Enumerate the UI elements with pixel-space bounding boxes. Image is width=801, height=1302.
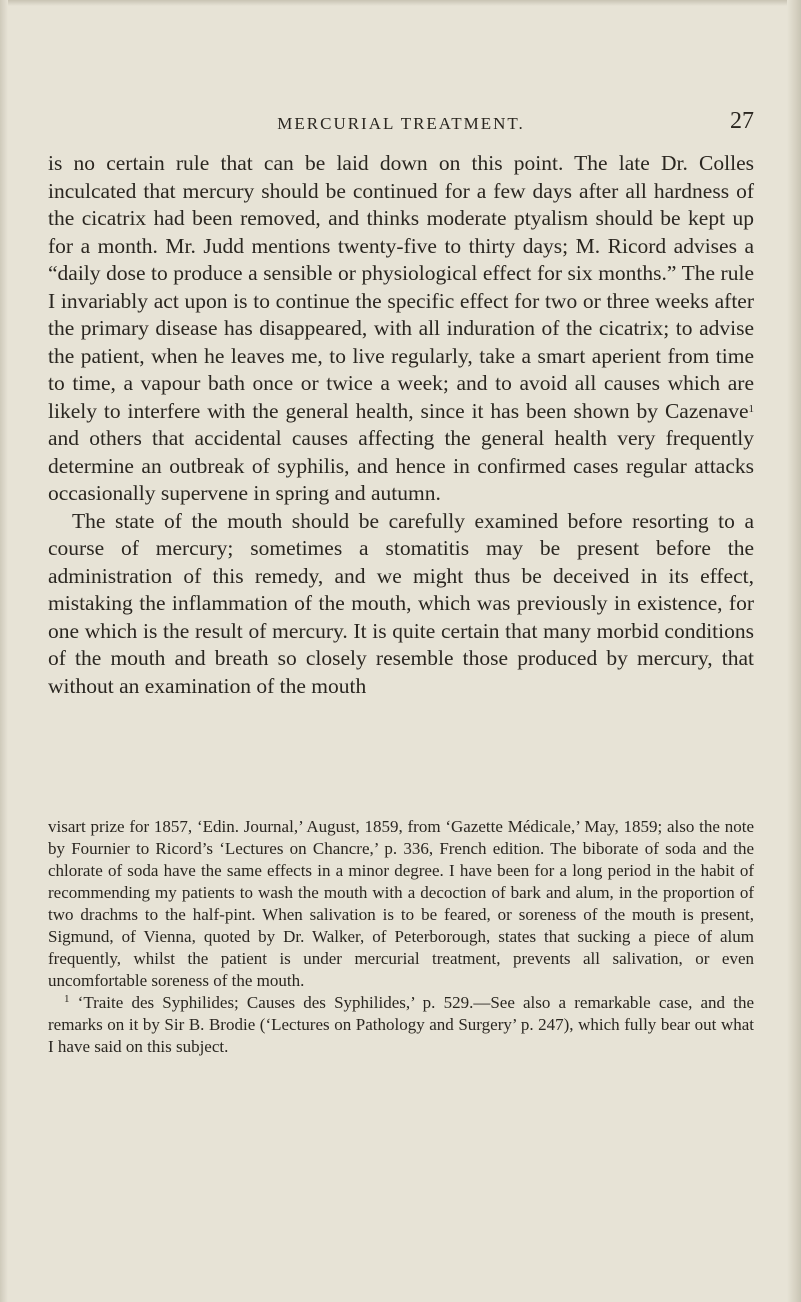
- footnotes: [48, 816, 754, 1058]
- running-head: [48, 110, 754, 138]
- paragraph-1-text-continued: and others that accidental causes affecting the general health very frequently determine an outbreak of syphilis, and hence in confirmed cases regular attacks occasionally supervene in spring and autumn.: [48, 426, 754, 505]
- paragraph-2: The state of the mouth should be carefully examined before resorting to a course of mercury; sometimes a stomatitis may be present before the administration of this remedy, and we might thus be deceived in its effect, mistaking the inflammation of the mouth, which was previously in existence, for one which is the result of mercury. It is quite certain that many morbid conditions of the mouth and breath so closely resemble those produced by mercury, that without an examination of the mouth: [48, 508, 754, 698]
- footnote-reference-1: 1: [748, 402, 754, 415]
- page-number: 27: [730, 108, 754, 134]
- running-title: MERCURIAL TREATMENT.: [277, 114, 525, 133]
- footnote-1-mark: 1: [64, 993, 70, 1005]
- footnote-1-text: ‘Traite des Syphilides; Causes des Syphilides,’ p. 529.—See also a remarkable case, and the remarks on it by Sir B. Brodie (‘Lectures on Pathology and Surgery’ p. 247), which fully bear out what I have said on this subject.: [48, 993, 754, 1056]
- footnote-1: [48, 992, 754, 1058]
- footnote-continued: visart prize for 1857, ‘Edin. Journal,’ August, 1859, from ‘Gazette Médicale,’ May, 1859; also the note by Fournier to Ricord’s ‘Lectures on Chancre,’ p. 336, French edition. The biborate of soda and the chlorate of soda have the same effects in a minor degree. I have been for a long period in the habit of recommending my patients to wash the mouth with a decoction of bark and alum, in the proportion of two drachms to the half-pint. When salivation is to be feared, or soreness of the mouth is present, Sigmund, of Vienna, quoted by Dr. Walker, of Peterborough, states that sucking a piece of alum frequently, whilst the patient is under mercurial treatment, prevents all salivation, or even uncomfortable soreness of the mouth.: [48, 817, 754, 990]
- page-top-edge: [0, 0, 801, 6]
- page-right-edge: [787, 0, 801, 1302]
- body-text: [48, 150, 754, 700]
- paragraph-1: [48, 150, 754, 508]
- paragraph-1-text: is no certain rule that can be laid down on this point. The late Dr. Colles inculcated that mercury should be continued for a few days after all hardness of the cicatrix had been removed, and thinks moderate ptyalism should be kept up for a month. Mr. Judd mentions twenty-five to thirty days; M. Ricord advises a “daily dose to produce a sensible or physiological effect for six months.” The rule I invariably act upon is to continue the specific effect for two or three weeks after the primary disease has disappeared, with all induration of the cicatrix; to advise the patient, when he leaves me, to live regularly, take a smart aperient from time to time, a vapour bath once or twice a week; and to avoid all causes which are likely to interfere with the general health, since it has been shown by Cazenave: [48, 151, 754, 423]
- page-left-edge: [0, 0, 8, 1302]
